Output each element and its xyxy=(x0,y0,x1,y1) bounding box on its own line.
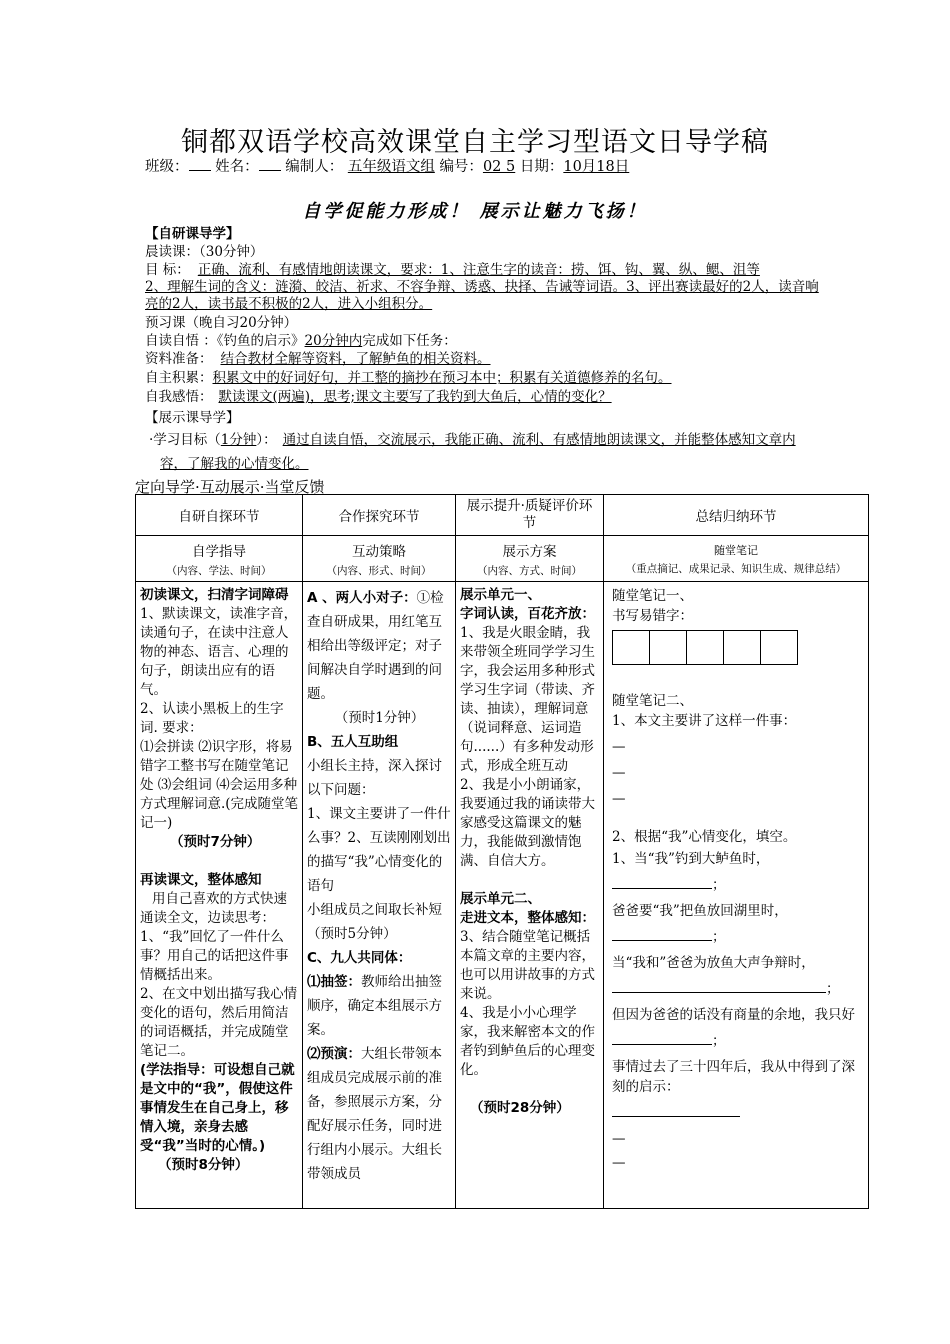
date-label: 日期： xyxy=(519,159,564,175)
header-col-3: 展示提升·质疑评价环节 xyxy=(456,495,604,536)
editor-label: 编制人： xyxy=(285,159,344,175)
self-accumulate: 自主积累：积累文中的好词好句，并工整的摘抄在预习本中；积累有关道德修养的名句。 xyxy=(145,370,672,386)
preview-class: 预习课（晚自习20分钟） xyxy=(145,315,298,331)
self-read: 自读自悟 ：《钓鱼的启示》20分钟内完成如下任务： xyxy=(145,333,457,349)
subheader-col-3: 展示方案 （内容、方式、时间） xyxy=(456,536,604,582)
date-value: 10月18日 xyxy=(563,159,630,175)
col-notes: 随堂笔记一、 书写易错字： 随堂笔记二、 1、本文主要讲了这样一件事： — — — 2、根据“我”心情变化，填空。 1、当“我”钓到大鲈鱼时， ； 爸爸要“我”把鱼放回湖里时， ； 当“我和”爸爸为放鱼大声争辩时， ； 但因为爸爸的话没有商量的余地，我只好 ； 事情过去了三十四年后，我从中得到了深刻的启示： — — xyxy=(604,582,869,1209)
col-cooperation: A 、两人小对子：①检查自研成果，用红笔互相给出等级评定；对子间解决自学时遇到的问题。 （预时1分钟） B、五人互助组 小组长主持，深入探讨以下问题： 1、课文主要讲了一件什么事？2、互读刚刚划出的描写“我”心情变化的语句 小组成员之间取长补短（预时5分钟） C、九人共同体： ⑴抽签：教师给出抽签顺序，确定本组展示方案。 ⑵预演：大组长带领本组成员完成展示前的准备，参照展示方案，分配好展示任务，同时进行组内小展示。大组长带领成员 xyxy=(303,582,456,1209)
editor-value: 五年级语文组 xyxy=(347,159,435,175)
header-info xyxy=(145,155,629,176)
goal-line-1: 目 标： 正确、流利、有感情地朗读课文，要求：1、注意生字的读音：捞、饵、钩、翼、纵、鳃、沮等 xyxy=(145,262,760,278)
show-goal-line-2: 容，了解我的心情变化。 xyxy=(160,456,309,472)
subheader-col-2: 互动策略 （内容、形式、时间） xyxy=(303,536,456,582)
subheader-col-4: 随堂笔记 （重点摘记、成果记录、知识生成、规律总结） xyxy=(604,536,869,582)
header-col-4: 总结归纳环节 xyxy=(604,495,869,536)
show-goal-line-1: ·学习目标（1分钟）： 通过自读自悟，交流展示，我能正确、流利、有感情地朗读课文，并能整体感知文章内 xyxy=(149,432,796,448)
col-presentation: 展示单元一、 字词认读，百花齐放： 1、我是火眼金睛，我来带领全班同学学习生字，我会运用多种形式学习生字词（带读、齐读、抽读），理解词意（说词释意、运词造句......）有多种发动形式，形成全班互动 2、我是小小朗诵家，我要通过我的诵读带大家感受这篇课文的魅力，我能做到激情饱满、自信大方。 展示单元二、 走进文本，整体感知： 3、结合随堂笔记概括本篇文章的主要内容，也可以用讲故事的方式来说。 4、我是小小心理学家，我来解密本文的作者钓到鲈鱼后的心理变化。 （预时28分钟） xyxy=(456,582,604,1209)
self-feeling: 自我感悟： 默读课文(两遍)，思考;课文主要写了我钓到大鱼后，心情的变化？ xyxy=(145,389,612,405)
name-label: 姓名： xyxy=(215,159,259,175)
goal-line-3: 亮的2人，读书最不积极的2人，进入小组积分。 xyxy=(145,296,433,312)
morning-reading: 晨读课：（30分钟） xyxy=(145,244,264,260)
slogan: 自学促能力形成！ 展示让魅力飞扬！ xyxy=(302,201,648,222)
goal-line-2: 2、理解生词的含义：涟漪、皎洁、祈求、不容争辩、诱惑、抉择、告诫等词语。3、评出赛读最好的2人，读音响 xyxy=(145,279,819,295)
number-label: 编号： xyxy=(439,159,483,175)
subheader-col-1: 自学指导 （内容、学法、时间） xyxy=(136,536,303,582)
class-label: 班级： xyxy=(145,159,189,175)
col-self-study: 初读课文，扫清字词障碍 1、默读课文，读准字音，读通句子，在读中注意人物的神态、语言、心理的句子，朗读出应有的语气。 2、认读小黑板上的生字词. 要求： ⑴会拼读 ⑵识字形，将易错字工整书写在随堂笔记处 ⑶会组词 ⑷会运用多种方式理解词意.(完成随堂笔记一) （预时7分钟） 再读课文，整体感知 用自己喜欢的方式快速通读全文，边读思考： 1、“我”回忆了一件什么事？用自己的话把这件事情概括出来。 2、在文中划出描写我心情变化的语句，然后用简洁的词语概括，并完成随堂笔记二。 (学法指导：可设想自己就是文中的“我”，假使这件事情发生在自己身上，移情入境，亲身去感受“我”当时的心情。) （预时8分钟） xyxy=(136,582,303,1209)
header-col-2: 合作探究环节 xyxy=(303,495,456,536)
material-prep: 资料准备： 结合教材全解等资料，了解鲈鱼的相关资料。 xyxy=(145,351,491,367)
guide-table xyxy=(135,494,869,1209)
show-heading: 【展示课导学】 xyxy=(145,410,240,426)
self-study-heading: 【自研课导学】 xyxy=(145,226,240,242)
table-caption: 定向导学·互动展示·当堂反馈 xyxy=(135,478,325,496)
number-value: 02 5 xyxy=(482,159,516,175)
page-title: 铜都双语学校高效课堂自主学习型语文日导学稿 xyxy=(181,127,769,158)
error-char-boxes[interactable] xyxy=(612,630,865,665)
header-col-1: 自研自探环节 xyxy=(136,495,303,536)
